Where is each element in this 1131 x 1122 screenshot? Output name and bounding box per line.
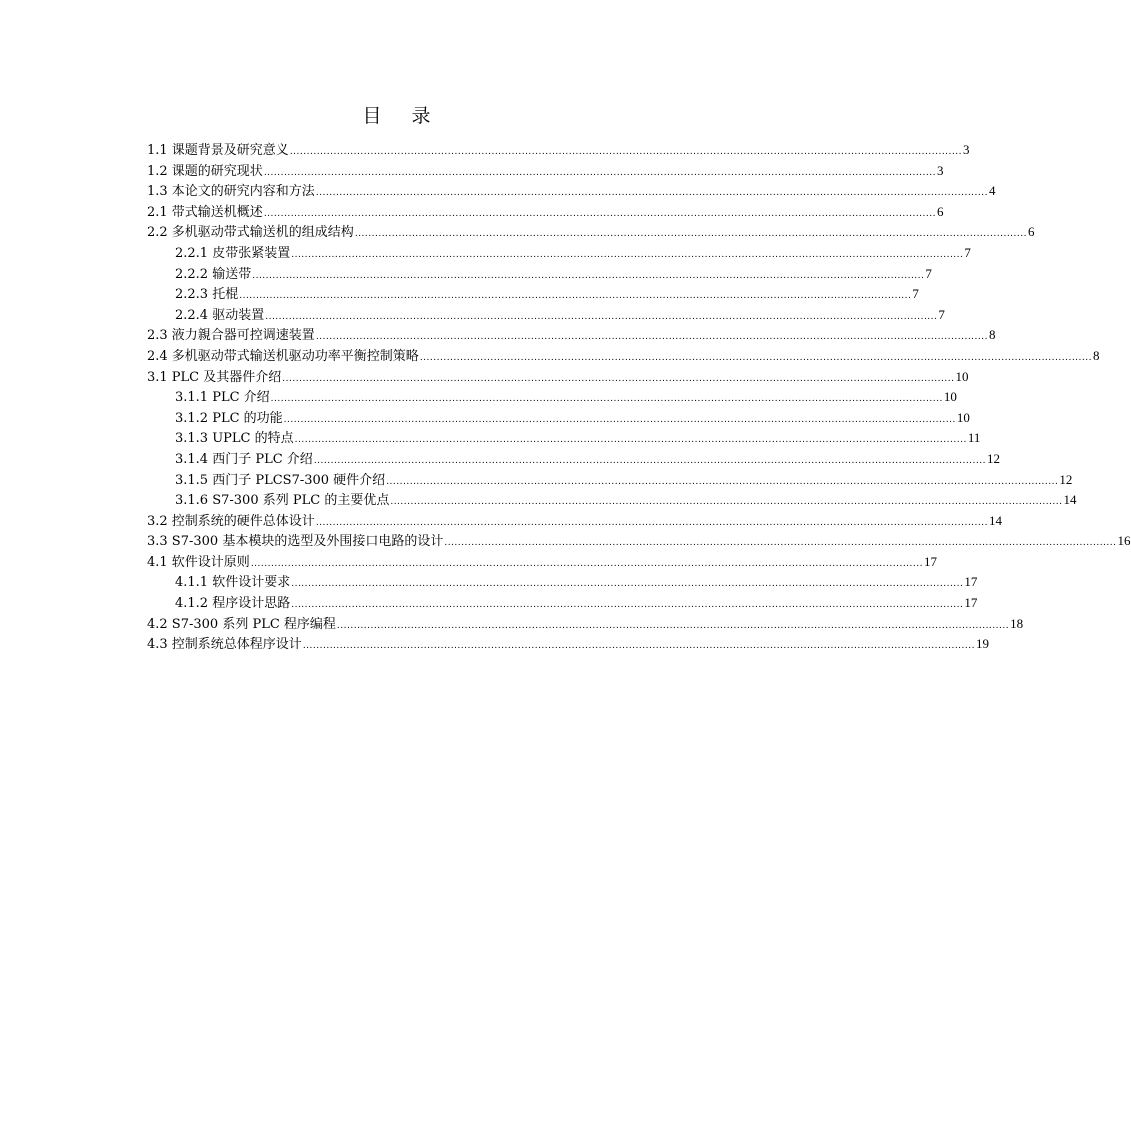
toc-entry-page-number: 16 <box>1117 533 1131 549</box>
dot-leader: ........................................................................................................................................................................................................ <box>302 641 975 652</box>
toc-entry-page-number: 12 <box>1059 471 1073 487</box>
toc-entry-page-number: 11 <box>967 430 981 446</box>
toc-entry-label: 2.1 带式输送机概述 <box>147 204 263 220</box>
toc-entry-label: 2.2 多机驱动带式输送机的组成结构 <box>147 225 354 241</box>
toc-entry[interactable] <box>147 325 996 346</box>
toc-entry[interactable] <box>147 222 1035 243</box>
dot-leader: ........................................................................................................................................................................................................ <box>263 208 936 219</box>
toc-entry[interactable] <box>147 449 1000 470</box>
toc-entry[interactable] <box>147 490 1077 511</box>
toc-entry[interactable] <box>147 511 1002 532</box>
dot-leader: ........................................................................................................................................................................................................ <box>270 394 943 405</box>
toc-entry[interactable] <box>147 243 971 264</box>
toc-entry-label: 3.1.5 西门子 PLCS7-300 硬件介绍 <box>175 472 386 488</box>
toc-entry[interactable] <box>147 367 969 388</box>
toc-entry-page-number: 17 <box>964 595 978 611</box>
dot-leader: ........................................................................................................................................................................................................ <box>386 476 1059 487</box>
toc-entry-page-number: 7 <box>912 286 919 302</box>
toc-entry[interactable] <box>147 264 932 285</box>
toc-entry[interactable] <box>147 305 945 326</box>
dot-leader: ........................................................................................................................................................................................................ <box>315 188 988 199</box>
toc-entry-page-number: 3 <box>936 162 944 178</box>
toc-entry-label: 4.2 S7-300 系列 PLC 程序编程 <box>147 616 336 632</box>
toc-entry-page-number: 8 <box>1092 347 1100 363</box>
dot-leader: ........................................................................................................................................................................................................ <box>315 517 988 528</box>
toc-entry-label: 3.1.6 S7-300 系列 PLC 的主要优点 <box>175 493 390 509</box>
dot-leader: ........................................................................................................................................................................................................ <box>252 270 925 281</box>
toc-entry-label: 4.3 控制系统总体程序设计 <box>147 637 302 653</box>
toc-entry-page-number: 7 <box>925 265 932 281</box>
toc-entry-page-number: 6 <box>1027 224 1035 240</box>
toc-entry-page-number: 6 <box>936 203 944 219</box>
toc-entry-page-number: 17 <box>923 553 937 569</box>
toc-entry[interactable] <box>147 634 989 655</box>
toc-entry-label: 4.1.1 软件设计要求 <box>175 575 291 591</box>
toc-entry-label: 1.2 课题的研究现状 <box>147 163 263 179</box>
dot-leader: ........................................................................................................................................................................................................ <box>291 249 964 260</box>
toc-entry-page-number: 14 <box>988 512 1002 528</box>
dot-leader: ........................................................................................................................................................................................................ <box>265 311 938 322</box>
toc-entry-label: 2.2.1 皮带张紧装置 <box>175 245 291 261</box>
toc-entry-label: 4.1 软件设计原则 <box>147 554 250 570</box>
toc-entry-page-number: 8 <box>988 327 996 343</box>
toc-entry-label: 2.2.3 托棍 <box>175 287 239 303</box>
toc-entry[interactable] <box>147 140 970 161</box>
dot-leader: ........................................................................................................................................................................................................ <box>250 558 923 569</box>
dot-leader: ........................................................................................................................................................................................................ <box>315 332 988 343</box>
dot-leader: ........................................................................................................................................................................................................ <box>263 167 936 178</box>
dot-leader: ........................................................................................................................................................................................................ <box>282 373 955 384</box>
toc-entry[interactable] <box>147 470 1073 491</box>
toc-entry-label: 2.4 多机驱动带式输送机驱动功率平衡控制策略 <box>147 348 419 364</box>
toc-entry-label: 2.2.2 输送带 <box>175 266 252 282</box>
toc-entry[interactable] <box>147 531 1131 552</box>
toc-entry[interactable] <box>147 202 944 223</box>
dot-leader: ........................................................................................................................................................................................................ <box>289 147 962 157</box>
toc-entry-label: 3.1.2 PLC 的功能 <box>175 410 283 426</box>
dot-leader: ........................................................................................................................................................................................................ <box>419 352 1092 363</box>
toc-entry-page-number: 10 <box>956 409 970 425</box>
dot-leader: ........................................................................................................................................................................................................ <box>313 455 986 466</box>
toc-entry[interactable] <box>147 572 978 593</box>
toc-entry-label: 1.3 本论文的研究内容和方法 <box>147 184 315 200</box>
toc-entry-label: 3.1.1 PLC 介绍 <box>175 390 270 406</box>
dot-leader: ........................................................................................................................................................................................................ <box>354 229 1027 240</box>
toc-entry-page-number: 7 <box>938 306 945 322</box>
toc-entry-page-number: 10 <box>955 368 969 384</box>
toc-entry[interactable] <box>147 408 970 429</box>
toc-entry-page-number: 19 <box>975 636 989 652</box>
toc-entry-page-number: 4 <box>988 183 996 199</box>
toc-entry-label: 1.1 课题背景及研究意义 <box>147 143 289 158</box>
toc-entry[interactable] <box>147 161 944 182</box>
toc-entry-page-number: 17 <box>964 574 978 590</box>
toc-entry-label: 2.2.4 驱动装置 <box>175 307 265 323</box>
dot-leader: ........................................................................................................................................................................................................ <box>283 414 956 425</box>
toc-entry[interactable] <box>147 428 981 449</box>
toc-entry-page-number: 10 <box>943 389 957 405</box>
toc-entry[interactable] <box>147 181 996 202</box>
toc-entry-label: 4.1.2 程序设计思路 <box>175 596 291 612</box>
toc-entry[interactable] <box>147 387 957 408</box>
toc-entry[interactable] <box>147 593 978 614</box>
toc-entry-page-number: 3 <box>962 142 970 157</box>
toc-entry-label: 3.3 S7-300 基本模块的选型及外围接口电路的设计 <box>147 534 444 550</box>
toc-entry[interactable] <box>147 552 937 573</box>
toc-entry-page-number: 12 <box>986 450 1000 466</box>
dot-leader: ........................................................................................................................................................................................................ <box>239 291 912 302</box>
dot-leader: ........................................................................................................................................................................................................ <box>390 497 1063 508</box>
toc-entry-label: 3.1 PLC 及其器件介绍 <box>147 369 282 385</box>
toc-entry[interactable] <box>147 346 1100 367</box>
dot-leader: ........................................................................................................................................................................................................ <box>291 600 964 611</box>
dot-leader: ........................................................................................................................................................................................................ <box>294 435 967 446</box>
dot-leader: ........................................................................................................................................................................................................ <box>291 579 964 590</box>
table-of-contents <box>147 140 1131 655</box>
toc-entry-page-number: 14 <box>1063 492 1077 508</box>
toc-title: 目 录 <box>362 105 443 127</box>
dot-leader: ........................................................................................................................................................................................................ <box>444 538 1117 549</box>
toc-entry-page-number: 7 <box>964 244 971 260</box>
toc-entry[interactable] <box>147 284 919 305</box>
dot-leader: ........................................................................................................................................................................................................ <box>336 620 1010 631</box>
toc-entry-page-number: 18 <box>1010 615 1024 631</box>
toc-entry-label: 2.3 液力親合器可控调速装置 <box>147 328 315 344</box>
toc-entry-label: 3.1.3 UPLC 的特点 <box>175 431 294 447</box>
toc-entry-label: 3.2 控制系统的硬件总体设计 <box>147 513 315 529</box>
toc-entry[interactable] <box>147 614 1024 635</box>
toc-entry-label: 3.1.4 西门子 PLC 介绍 <box>175 451 313 467</box>
